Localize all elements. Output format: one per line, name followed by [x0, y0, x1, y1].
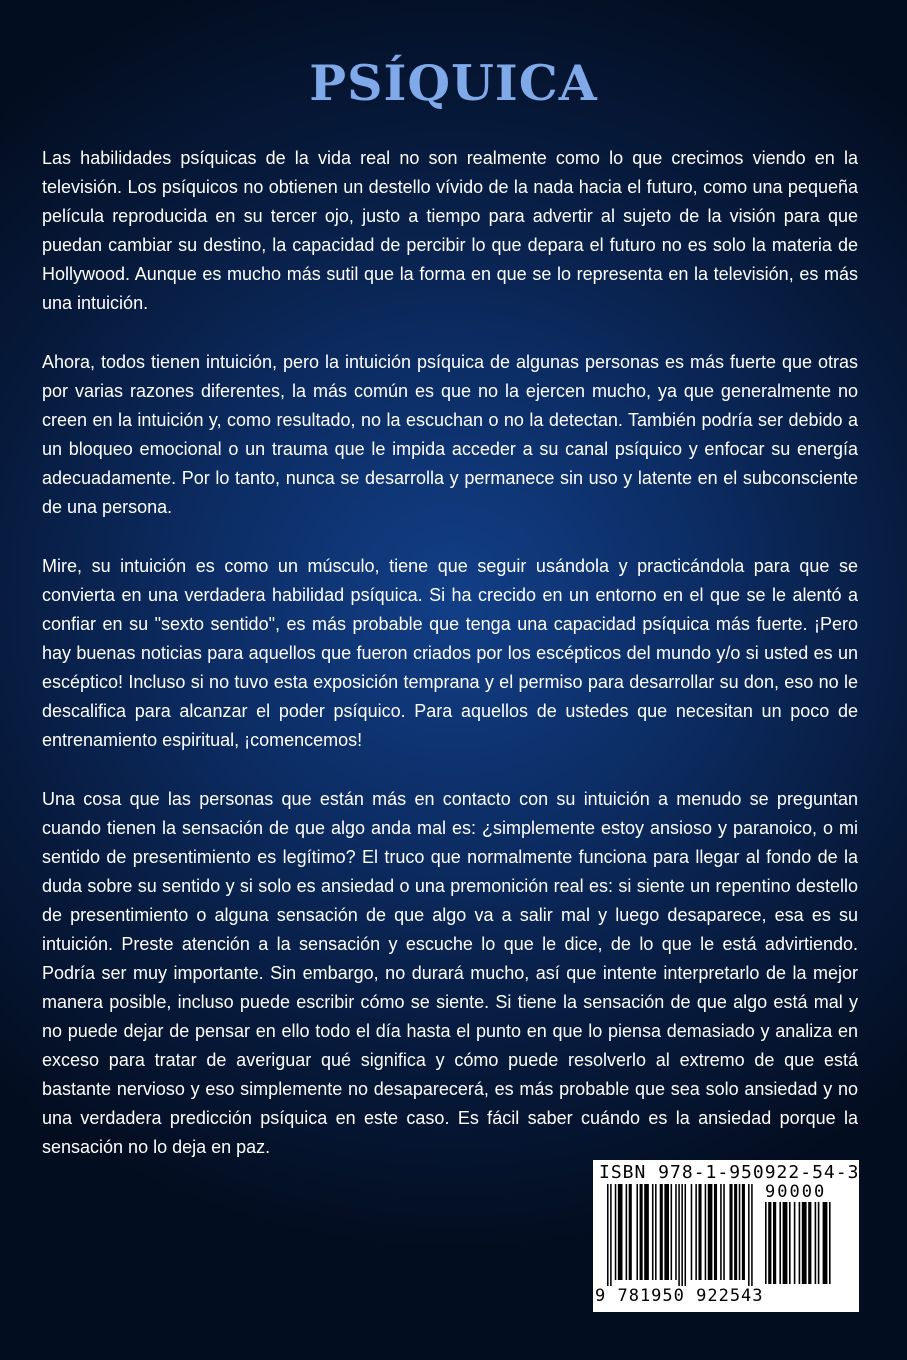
- barcode-bar: [739, 1184, 741, 1280]
- barcode-bar: [802, 1202, 807, 1284]
- barcode-bar: [640, 1184, 643, 1280]
- back-cover-text: [42, 144, 858, 1192]
- barcode-bar: [818, 1202, 820, 1284]
- barcode-bar: [720, 1184, 722, 1280]
- barcode-bar: [685, 1184, 687, 1288]
- barcode-bar: [644, 1184, 649, 1280]
- paragraph-1: Las habilidades psíquicas de la vida real no son realmente como lo que crecimos viendo en la televisión. Los psíquicos no obtienen un destello vívido de la nada hacia el futuro, como una pequeña película reproducida en su tercer ojo, justo a tiempo para advertir al sujeto de la visión para que puedan cambiar su destino, la capacidad de percibir lo que depara el futuro no es solo la materia de Hollywood. Aunque es mucho más sutil que la forma en que se lo representa en la televisión, es más una intuición.: [42, 148, 858, 313]
- ean-digits: 9 781950 922543: [595, 1286, 764, 1306]
- isbn-label: ISBN 978-1-950922-54-3: [599, 1162, 860, 1183]
- barcode-bar: [691, 1184, 693, 1280]
- barcode-bar: [789, 1202, 791, 1284]
- barcode-bar: [823, 1202, 828, 1284]
- barcode-bar: [664, 1184, 669, 1280]
- ean-barcode-bars: [607, 1184, 759, 1292]
- barcode-bar: [808, 1202, 811, 1284]
- barcode-bar: [660, 1184, 663, 1280]
- barcode-bar: [783, 1202, 788, 1284]
- barcode-bar: [799, 1202, 801, 1284]
- barcode-bar: [734, 1184, 737, 1280]
- barcode-bar: [705, 1184, 707, 1280]
- barcode-bar: [655, 1184, 657, 1280]
- paragraph-2: Ahora, todos tienen intuición, pero la intuición psíquica de algunas personas es más fuerte que otras por varias razones diferentes, la más común es que no la ejercen mucho, ya que generalmente no creen en la intuición y, como resultado, no la escuchan o no la detectan. También podría ser debido a un bloqueo emocional o un trauma que le impida acceder a su canal psíquico y enfocar su energía adecuadamente. Por lo tanto, nunca se desarrolla y permanece sin uso y latente en el subconsciente de una persona.: [42, 352, 858, 517]
- barcode-bar: [815, 1202, 817, 1284]
- barcode-bar: [748, 1184, 750, 1288]
- barcode-bar: [751, 1184, 753, 1288]
- barcode-bar: [742, 1184, 745, 1280]
- barcode-bar: [714, 1184, 717, 1280]
- barcode-bar: [723, 1184, 725, 1280]
- barcode-bar: [652, 1184, 654, 1280]
- paragraph-4: Una cosa que las personas que están más en contacto con su intuición a menudo se preguntan cuando tienen la sensación de que algo anda mal es: ¿simplemente estoy ansioso y paranoico, o mi sentido de presentimiento es legítimo? El truco que normalmente funciona para llegar al fondo de la duda sobre su sentido y si solo es ansiedad o una premonición real es: si siente un repentino destello de presentimiento o alguna sensación de que algo va a salir mal y luego desaparece, esa es su intuición. Preste atención a la sensación y escuche lo que le dice, de lo que le está advirtiendo. Podría ser muy importante. Sin embargo, no durará mucho, así que intente interpretarlo de la mejor manera posible, incluso puede escribir cómo se siente. Si tiene la sensación de que algo está mal y no puede dejar de pensar en ello todo el día hasta el punto en que lo piensa demasiado y analiza en exceso para tratar de averiguar qué significa y cómo puede resolverlo al extremo de que está bastante nervioso y eso simplemente no desaparecerá, es más probable que sea solo ansiedad y no una verdadera predicción psíquica en este caso. Es fácil saber cuándo es la ansiedad porque la sensación no lo deja en paz.: [42, 789, 858, 1157]
- barcode-bar: [626, 1184, 628, 1280]
- barcode-bar: [636, 1184, 638, 1280]
- barcode-bar: [607, 1184, 609, 1288]
- barcode-bar: [729, 1184, 732, 1280]
- price-code: 90000: [765, 1182, 827, 1202]
- book-title: PSÍQUICA: [309, 54, 598, 112]
- barcode-bar: [695, 1184, 697, 1280]
- barcode-bar: [829, 1202, 831, 1284]
- barcode-bar: [681, 1184, 683, 1288]
- barcode-bar: [671, 1184, 673, 1280]
- barcode-bar: [765, 1202, 767, 1284]
- barcode-bar: [779, 1202, 781, 1284]
- paragraph-3: Mire, su intuición es como un músculo, tiene que seguir usándola y practicándola para que se convierta en una verdadera habilidad psíquica. Si ha crecido en un entorno en el que se le alentó a confiar en su "sexto sentido", es más probable que tenga una capacidad psíquica más fuerte. ¡Pero hay buenas noticias para aquellos que fueron criados por los escépticos del mundo y/o si usted es un escéptico! Incluso si no tuvo esta exposición temprana y el permiso para desarrollar su don, eso no le descalifica para alcanzar el poder psíquico. Para aquellos de ustedes que necesitan un poco de entrenamiento espiritual, ¡comencemos!: [42, 556, 858, 750]
- barcode-bar: [678, 1184, 680, 1288]
- isbn-barcode: [593, 1160, 859, 1312]
- barcode-bar: [698, 1184, 701, 1280]
- barcode-bar: [610, 1184, 612, 1288]
- barcode-bar: [773, 1202, 776, 1284]
- barcode-bar: [794, 1202, 796, 1284]
- barcode-bar: [768, 1202, 771, 1284]
- barcode-bar: [708, 1184, 713, 1280]
- barcode-bar: [615, 1184, 617, 1280]
- barcode-bar: [618, 1184, 623, 1280]
- addon-barcode-bars: [765, 1202, 849, 1292]
- barcode-bar: [629, 1184, 632, 1280]
- barcode-bar: [675, 1184, 677, 1280]
